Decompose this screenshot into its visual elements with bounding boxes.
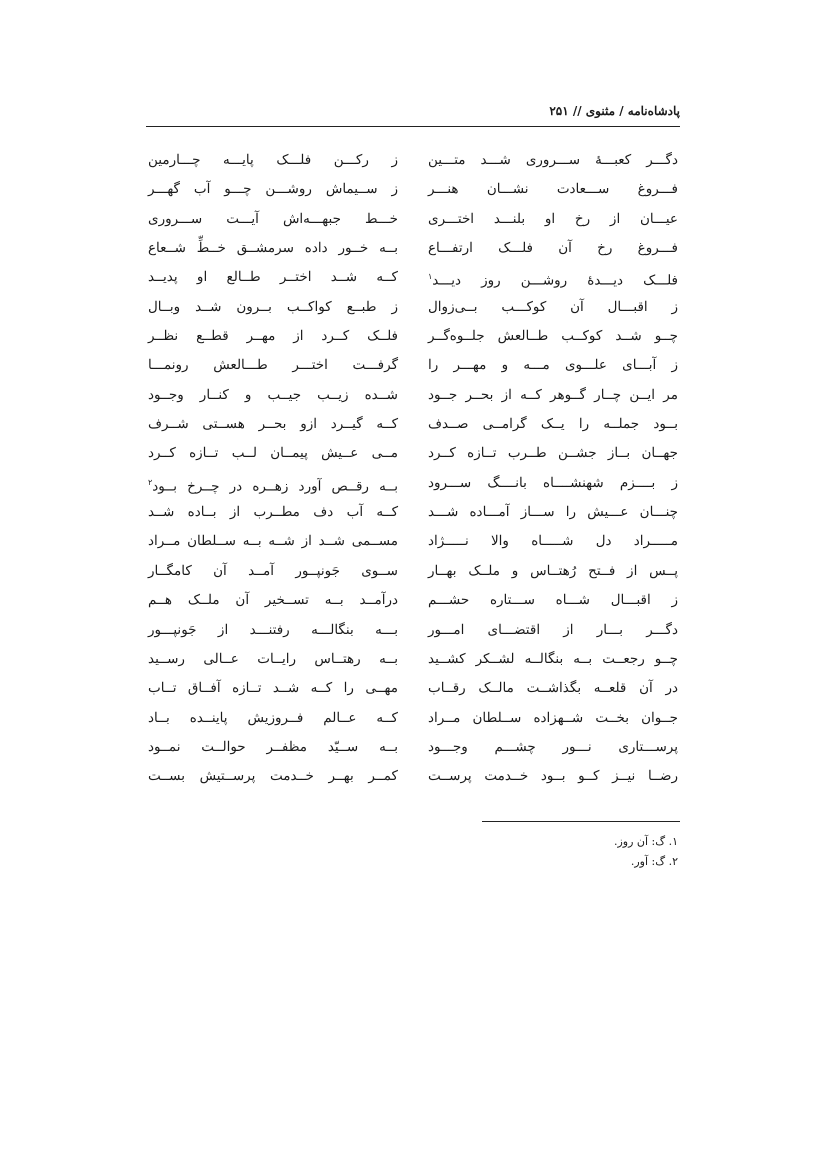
- verse-hemistich: کــه عــالم فــروزیش پاینــده بــاد: [148, 709, 398, 726]
- verse-hemistich: بـــه بنگالـــه رفتنـــد از جَونپـــور: [148, 621, 398, 638]
- footnote-2: ۲. گ: آور.: [630, 855, 678, 868]
- verse-hemistich: فـــروغ رخ آن فلـــک ارتفـــاع: [428, 240, 678, 257]
- footnote-rule: [482, 821, 680, 822]
- verse-hemistich: مر ایــن چــار گــوهر کــه از بحــر جــود: [428, 386, 678, 403]
- verse-hemistich: فـــروغ ســـعادت نشـــان هنـــر: [428, 181, 678, 198]
- verse-hemistich: شــده زیــب جیــب و کنــار وجــود: [148, 386, 398, 403]
- verse-hemistich: کمــر بهــر خــدمت پرســتیش بســت: [148, 768, 398, 785]
- verse-hemistich: کــه گیــرد ازو بحــر هســتی شــرف: [148, 416, 398, 433]
- verse-hemistich: مـــــراد دل شـــــاه والا نـــــژاد: [428, 533, 678, 550]
- verse-hemistich: رضــا نیــز کــو بــود خــدمت پرســت: [428, 768, 678, 785]
- verse-hemistich: ز اقبـــال آن کوکـــب بــی‌زوال: [428, 298, 678, 315]
- verse-hemistich: بــه ســیّد مظفــر حوالــت نمــود: [148, 738, 398, 755]
- verse-hemistich: جهــان بــاز جشــن طــرب تــازه کــرد: [428, 445, 678, 462]
- verse-column-left: [148, 150, 398, 796]
- verse-hemistich: در آن قلعــه بگذاشــت مالــک رقــاب: [428, 680, 678, 697]
- verse-hemistich: کــه شــد اختــر طــالع او پدیــد: [148, 269, 398, 286]
- footnote-marker: ۱: [428, 272, 433, 282]
- verse-hemistich: ز آبـــای علـــوی مـــه و مهـــر را: [428, 357, 678, 374]
- verse-hemistich: چــو رجعــت بــه بنگالــه لشــکر کشــید: [428, 650, 678, 667]
- verse-hemistich: فلـــک دیـــدۀ روشـــن روز دیـــد$^۱$: [428, 272, 678, 289]
- footnotes: [614, 832, 678, 872]
- running-header: پادشاه‌نامه / مثنوی // ۲۵۱: [549, 104, 680, 118]
- verse-hemistich: ز ســیماش روشـــن چـــو آب گهـــر: [148, 181, 398, 198]
- verse-hemistich: عیـــان از رخ او بلنـــد اختـــری: [428, 210, 678, 227]
- verse-hemistich: مــی عــیش پیمــان لــب تــازه کــرد: [148, 445, 398, 462]
- verse-hemistich: ز طبــع کواکــب بــرون شــد وبــال: [148, 298, 398, 315]
- verse-hemistich: بــه رهتــاس رایــات عــالی رســید: [148, 650, 398, 667]
- footnote-marker: ۲: [148, 477, 153, 487]
- verse-hemistich: ز اقبـــال شـــاه ســـتاره حشـــم: [428, 592, 678, 609]
- verse-hemistich: پرســـتاری نـــور چشـــم وجـــود: [428, 738, 678, 755]
- verse-hemistich: جــوان بخــت شــهزاده ســلطان مــراد: [428, 709, 678, 726]
- verse-hemistich: خـــط جبهـــه‌اش آیـــت ســـروری: [148, 210, 398, 227]
- verse-hemistich: چــو شــد کوکــب طــالعش جلــوه‌گــر: [428, 328, 678, 345]
- verse-hemistich: گرفـــت اختـــر طـــالعش رونمـــا: [148, 357, 398, 374]
- verse-hemistich: مهــی را کــه شــد تــازه آفــاق تــاب: [148, 680, 398, 697]
- verse-column-right: [428, 150, 678, 796]
- verse-hemistich: ســوی جَونپــور آمــد آن کامگــار: [148, 562, 398, 579]
- verse-hemistich: دگـــر کعبـــۀ ســـروری شـــد متـــین: [428, 152, 678, 168]
- verse-hemistich: بــه خــور داده سرمشــق خــطِّ شــعاع: [148, 240, 398, 257]
- verse-hemistich: درآمــد بــه تســخیر آن ملــک هــم: [148, 592, 398, 609]
- verse-hemistich: بــود جملــه را یــک گرامــی صــدف: [428, 416, 678, 433]
- verse-hemistich: فلــک کــرد از مهــر قطــع نظــر: [148, 328, 398, 345]
- verse-hemistich: ز بــــزم شهنشــــاه بانــــگ ســـرود: [428, 474, 678, 491]
- verse-hemistich: ز رکـــن فلـــک پایـــه چـــارمین: [148, 152, 398, 168]
- verse-hemistich: کــه آب دف مطــرب از بــاده شــد: [148, 504, 398, 521]
- verse-hemistich: دگـــر بـــار از اقتضـــای امـــور: [428, 621, 678, 638]
- header-rule: [146, 126, 680, 127]
- verse-hemistich: بــه رقــص آورد زهــره در چــرخ بــود$^۲$: [148, 477, 398, 495]
- verse-hemistich: چنـــان عـــیش را ســـاز آمـــاده شـــد: [428, 504, 678, 521]
- verse-hemistich: مســمی شــد از شــه بــه ســلطان مــراد: [148, 533, 398, 550]
- footnote-1: ۱. گ: آن روز.: [613, 835, 678, 848]
- verse-hemistich: پــس از فــتح رُهتــاس و ملــک بهــار: [428, 562, 678, 579]
